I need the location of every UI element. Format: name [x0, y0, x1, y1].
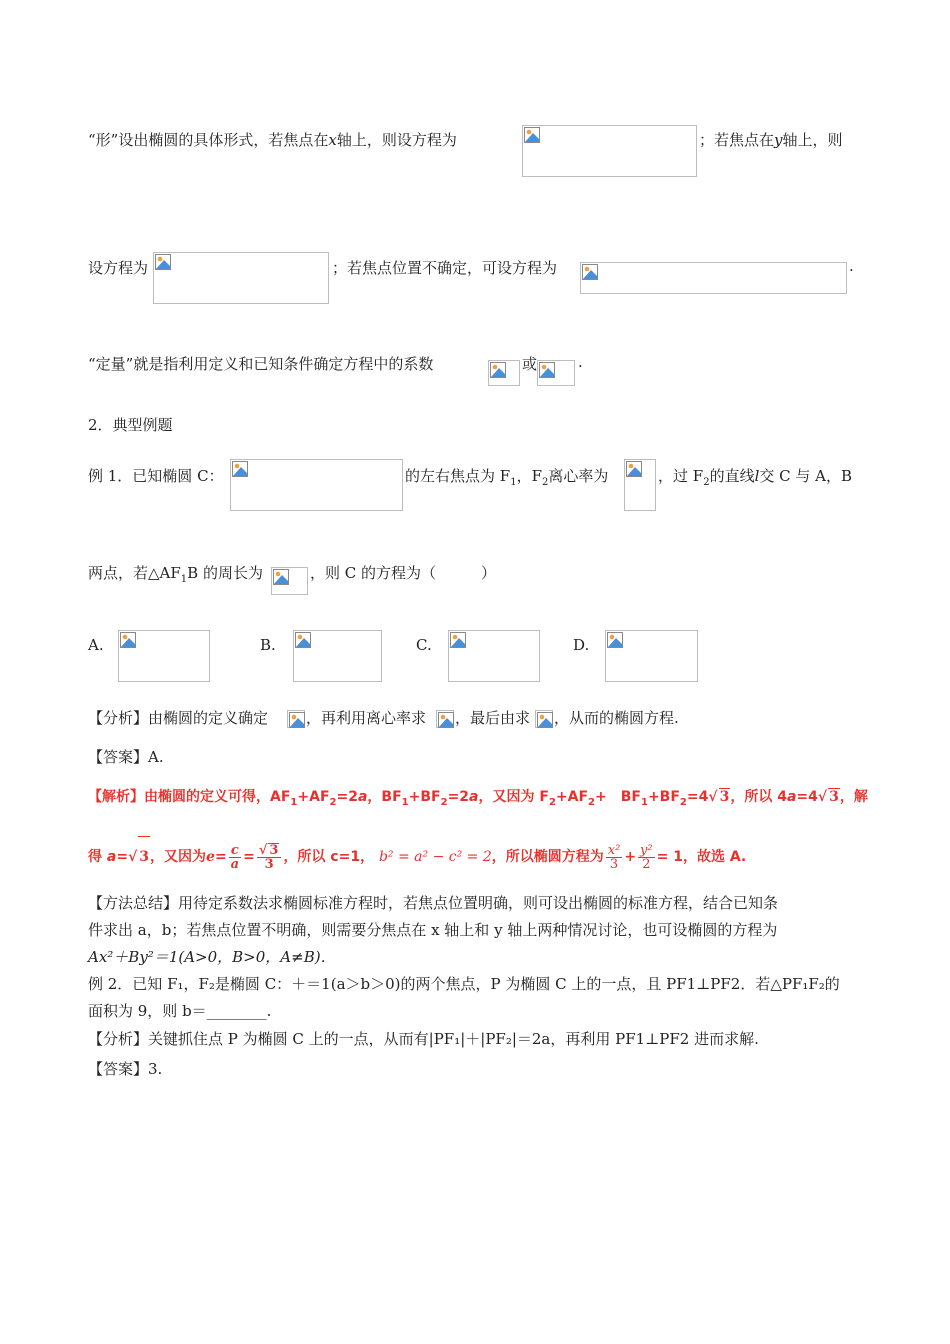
sub: 2	[679, 796, 687, 808]
formula-image-placeholder	[488, 360, 520, 386]
example-2-line-2: 面积为 9，则 b＝________.	[88, 1002, 272, 1020]
broken-image-icon	[289, 712, 305, 728]
sub: 2	[588, 796, 596, 808]
text: .	[849, 257, 854, 275]
text: ，F	[516, 467, 542, 485]
text: +AF	[555, 789, 589, 805]
broken-image-icon	[539, 362, 555, 378]
formula-image-placeholder	[522, 125, 697, 177]
text: 或	[522, 355, 538, 373]
broken-image-icon	[626, 461, 642, 477]
text: =4	[686, 789, 709, 805]
sqrt-radicand: 3	[138, 836, 150, 877]
method-summary-line-2: 件求出 a，b；若焦点位置不明确，则需要分焦点在 x 轴上和 y 轴上两种情况讨论，也可设椭圆的方程为	[88, 921, 778, 939]
text: ，故选 A.	[682, 849, 747, 865]
equals-one: = 1	[656, 849, 683, 865]
broken-image-icon	[582, 264, 598, 280]
sub: 1	[640, 796, 648, 808]
broken-image-icon	[438, 712, 454, 728]
formula-image-placeholder	[230, 459, 403, 511]
text: ，BF	[367, 789, 402, 805]
para-line-1-tail	[699, 129, 843, 150]
answer: 【答案】A.	[88, 748, 164, 766]
broken-image-icon	[607, 632, 623, 648]
numerator: x²	[607, 842, 621, 858]
text: ，所以 c=1，	[283, 849, 375, 865]
var-a: a	[469, 789, 479, 805]
text: 【分析】由椭圆的定义确定	[88, 709, 269, 727]
denominator: 3	[609, 856, 619, 872]
formula-image-placeholder	[580, 262, 847, 294]
plus: +	[624, 849, 637, 865]
solution-line-1: 【解析】由椭圆的定义可得，$AF_1+AF_2=2a$，$BF_1+BF_2=2a$，又因为 $F_2+AF_2+$ $BF_1+BF_2=4√$ 3，所以 4a=4√ 3，解	[88, 789, 868, 808]
formula-image-placeholder	[436, 710, 454, 728]
option-c-label: C.	[416, 636, 432, 654]
broken-image-icon	[490, 362, 506, 378]
text: +BF	[408, 789, 441, 805]
text: +AF	[297, 789, 330, 805]
formula-image-placeholder	[535, 710, 553, 728]
denominator: 2	[642, 856, 651, 872]
text: ，再利用离心率求	[306, 709, 427, 727]
equation: b² = a² − c² = 2	[378, 849, 492, 865]
sub: 2	[541, 477, 549, 488]
text: ；若焦点在	[699, 131, 775, 149]
formula-image-placeholder	[624, 459, 656, 511]
fraction-y2-over-2	[638, 844, 655, 871]
sub: 2	[440, 796, 448, 808]
text: ，解	[839, 789, 868, 805]
broken-image-icon	[120, 632, 136, 648]
text: =	[116, 849, 129, 865]
method-summary-line-1: 【方法总结】用待定系数法求椭圆标准方程时，若焦点位置明确，则可设出椭圆的标准方程，结合已知条	[88, 894, 779, 912]
example-2-line-1: 例 2．已知 F₁，F₂是椭圆 C：＋＝1(a＞b＞0)的两个焦点，P 为椭圆 C 上的一点，且 PF1⊥PF2．若△PF₁F₂的	[88, 975, 840, 993]
option-b-formula	[293, 630, 382, 682]
text: 两点，若△AF	[88, 564, 181, 582]
sub: 2	[703, 477, 710, 488]
ex1-line1-mid	[405, 465, 608, 488]
text: .	[578, 353, 583, 371]
var-x: x	[328, 131, 337, 149]
var-y: y	[774, 131, 783, 149]
broken-image-icon	[537, 712, 553, 728]
text: =2	[336, 789, 358, 805]
broken-image-icon	[273, 569, 289, 585]
example-2-answer: 【答案】3.	[88, 1060, 163, 1078]
text: 交 C 与 A，B	[759, 467, 853, 485]
formula-image-placeholder	[537, 360, 575, 386]
text: 设方程为	[88, 259, 149, 277]
text: 的左右焦点为 F	[405, 467, 511, 485]
text: ，则 C 的方程为（ ）	[310, 564, 497, 582]
text: =2	[447, 789, 470, 805]
text: B 的周长为	[187, 564, 263, 582]
broken-image-icon	[232, 461, 248, 477]
var-a: a	[357, 789, 368, 805]
sub: 1	[510, 477, 517, 488]
equals: =	[243, 849, 255, 865]
sqrt-radicand: 3	[719, 789, 730, 805]
broken-image-icon	[450, 632, 466, 648]
example-2-analysis: 【分析】关键抓住点 P 为椭圆 C 上的一点，从而有|PF₁|＋|PF₂|＝2a，再利用 PF1⊥PF2 进而求解.	[88, 1030, 759, 1048]
section-heading: 2．典型例题	[88, 416, 173, 434]
fraction-c-over-a	[229, 844, 241, 871]
text: ，从而的椭圆方程.	[554, 709, 679, 727]
denominator: 3	[264, 857, 274, 872]
text: 的直线	[709, 467, 755, 485]
equals: =	[214, 849, 227, 865]
broken-image-icon	[155, 254, 171, 270]
sub: 2	[329, 796, 337, 808]
ex1-line2	[88, 562, 263, 585]
text: + BF	[595, 789, 641, 805]
text: “定量”就是指利用定义和已知条件确定方程中的系数	[88, 355, 434, 373]
sqrt-radicand: 3	[829, 789, 839, 805]
option-a-formula	[118, 630, 210, 682]
text: =4	[796, 789, 818, 805]
var-a: a	[786, 789, 797, 805]
text: ，又因为	[150, 849, 207, 865]
text: 例 1．已知椭圆 C：	[88, 467, 224, 485]
text: 离心率为	[548, 467, 609, 485]
option-c-formula	[448, 630, 540, 682]
text: 【解析】由椭圆的定义可得，AF	[88, 789, 291, 805]
var-l: l	[754, 467, 760, 485]
option-d-label: D.	[573, 636, 590, 654]
broken-image-icon	[295, 632, 311, 648]
text: ，过 F	[658, 467, 704, 485]
option-d-formula	[605, 630, 698, 682]
text: 轴上，则设方程为	[336, 131, 457, 149]
text: ，所以 4	[730, 789, 787, 805]
option-a-label: A.	[88, 636, 104, 654]
text: ，所以椭圆方程为	[491, 849, 604, 865]
text: ，又因为 F	[478, 789, 549, 805]
sub: 1	[401, 796, 409, 808]
text: 轴上，则	[782, 131, 843, 149]
fraction-sqrt3-over-3: $\frac{√ 3}{3}$	[257, 843, 282, 871]
ex1-line1-tail	[658, 465, 852, 488]
formula-image-placeholder	[271, 567, 308, 595]
text: 得	[88, 849, 102, 865]
option-b-label: B.	[260, 636, 276, 654]
var-e: e	[206, 849, 215, 865]
text: “形”设出椭圆的具体形式，若焦点在	[88, 131, 329, 149]
var-a: a	[106, 849, 117, 865]
text: ，最后由求	[455, 709, 531, 727]
solution-line-2: 得 a=√ 3，又因为e= $\frac{c}{a}$ = $\frac{√ 3}{3}$ ，所以 c=1， b² = a² − c² = 2，所以椭圆方程为 $\frac{\text{x²}}{3}$ + $\frac{\text{y²}}{2}$ = 1，故选 A.	[88, 836, 746, 877]
denominator: a	[230, 856, 240, 872]
fraction-x2-over-3	[606, 844, 623, 871]
method-summary-line-3: Ax²＋By²＝1(A>0，B>0，A≠B)．	[88, 948, 336, 966]
sqrt-radicand: 3	[269, 843, 279, 858]
text: ；若焦点位置不确定，可设方程为	[332, 259, 558, 277]
text: +BF	[647, 789, 680, 805]
formula-image-placeholder	[287, 710, 305, 728]
sub: 1	[180, 574, 188, 585]
formula-image-placeholder	[153, 252, 329, 304]
broken-image-icon	[524, 127, 540, 143]
numerator: c	[229, 844, 241, 858]
para-line-1	[88, 129, 457, 150]
sub: 1	[290, 796, 298, 808]
sub: 2	[548, 796, 556, 808]
numerator: y²	[640, 842, 653, 858]
